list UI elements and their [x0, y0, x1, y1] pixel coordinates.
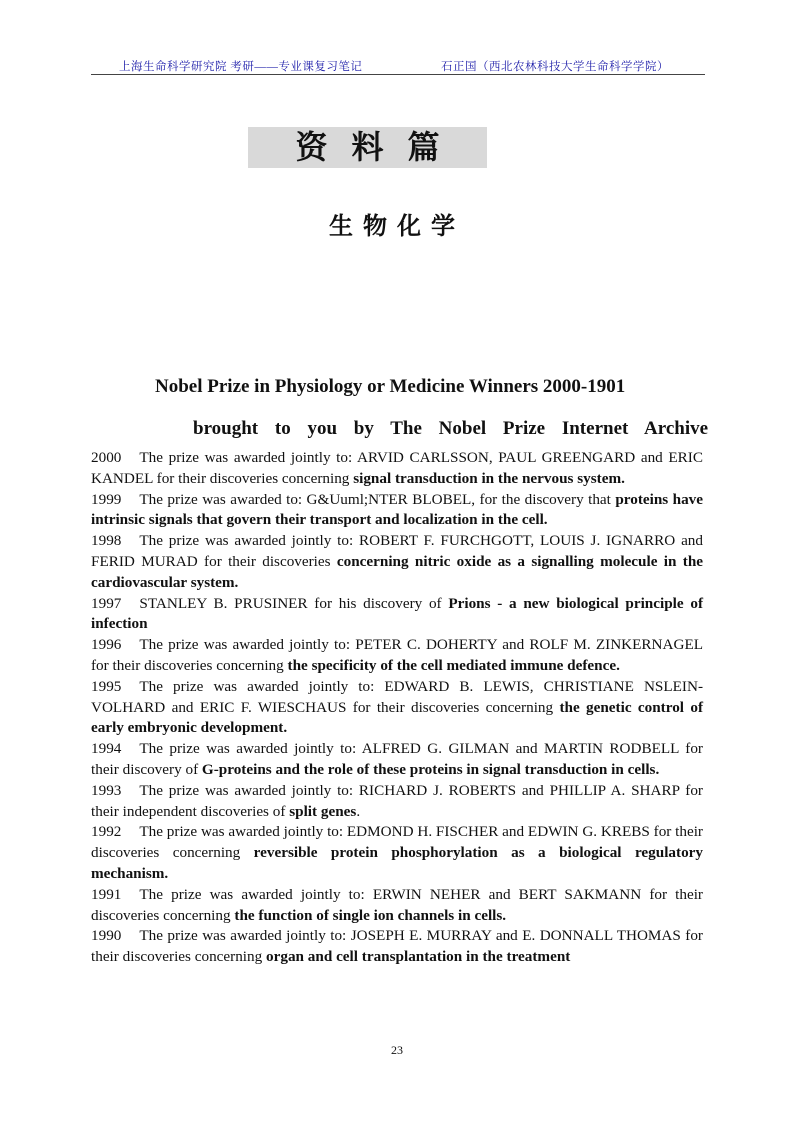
- entry-discovery: organ and cell transplantation in the treatment: [266, 948, 571, 966]
- page-number: 23: [391, 1043, 403, 1057]
- entry-discovery: signal transduction in the nervous system.: [353, 469, 625, 487]
- entry-1993: [91, 781, 703, 823]
- entry-1997: [91, 594, 703, 636]
- page-header: [91, 56, 705, 75]
- entry-year: 1993: [91, 781, 122, 799]
- entry-suffix: .: [356, 802, 361, 820]
- entry-discovery: concerning nitric oxide as a signalling molecule in the cardiovascular system.: [91, 552, 704, 591]
- entry-1994: [91, 739, 703, 781]
- entry-text: The prize was awarded jointly to: EDMOND H. FISCHER and EDWIN G. KREBS for their discoveries concerning: [91, 823, 703, 862]
- entry-1998: [91, 531, 703, 593]
- header-right: 石正国（西北农林科技大学生命科学学院）: [441, 61, 669, 73]
- entry-year: 1998: [91, 532, 122, 550]
- entry-discovery: split genes: [289, 802, 357, 820]
- entry-discovery: reversible protein phosphorylation as a biological regulatory mechanism.: [91, 844, 703, 882]
- entry-text: The prize was awarded jointly to: ALFRED G. GILMAN and MARTIN RODBELL for their discovery of: [91, 740, 703, 778]
- entry-1999: [91, 490, 703, 532]
- entry-discovery: the genetic control of early embryonic development.: [91, 698, 704, 737]
- entry-discovery: proteins have intrinsic signals that govern their transport and localization in the cell.: [91, 490, 703, 529]
- entry-text: The prize was awarded jointly to: ARVID CARLSSON, PAUL GREENGARD and ERIC KANDEL for their discoveries concerning: [91, 449, 703, 487]
- entry-year: 1991: [91, 885, 122, 903]
- entry-text: The prize was awarded to: G&Uuml;NTER BLOBEL, for the discovery that: [139, 490, 611, 508]
- document-subtitle: brought to you by The Nobel Prize Internet Archive: [193, 418, 709, 439]
- entry-1995: [91, 677, 703, 739]
- entry-text: The prize was awarded jointly to: JOSEPH E. MURRAY and E. DONNALL THOMAS for their discoveries concerning: [91, 927, 703, 966]
- entry-1992: [91, 822, 703, 884]
- entry-year: 2000: [91, 449, 122, 466]
- entry-year: 1990: [91, 927, 122, 945]
- entry-2000: [91, 448, 703, 490]
- entry-discovery: G-proteins and the role of these proteins in signal transduction in cells.: [201, 760, 660, 778]
- entry-discovery: the specificity of the cell mediated immune defence.: [287, 656, 620, 674]
- header-left: 上海生命科学研究院 考研——专业课复习笔记: [119, 61, 363, 73]
- entry-text: The prize was awarded jointly to: ERWIN NEHER and BERT SAKMANN for their discoveries concerning: [91, 885, 703, 924]
- entry-year: 1995: [91, 677, 122, 695]
- entry-year: 1996: [91, 636, 122, 654]
- entry-year: 1997: [91, 594, 122, 612]
- entry-discovery: Prions - a new biological principle of infection: [91, 594, 704, 633]
- entry-discovery: the function of single ion channels in cells.: [234, 906, 507, 924]
- subject-heading: 生物化学: [329, 211, 465, 240]
- entry-text: The prize was awarded jointly to: ROBERT F. FURCHGOTT, LOUIS J. IGNARRO and FERID MURAD for their discoveries: [91, 532, 703, 570]
- entry-1991: [91, 885, 703, 927]
- entries-list: [91, 448, 703, 968]
- entry-text: The prize was awarded jointly to: RICHARD J. ROBERTS and PHILLIP A. SHARP for their independent discoveries of: [91, 781, 703, 820]
- entry-year: 1992: [91, 823, 122, 841]
- entry-text: The prize was awarded jointly to: PETER C. DOHERTY and ROLF M. ZINKERNAGEL for their discoveries concerning: [91, 636, 703, 674]
- entry-year: 1999: [91, 490, 122, 508]
- entry-1990: [91, 926, 703, 968]
- entry-text: The prize was awarded jointly to: EDWARD B. LEWIS, CHRISTIANE NSLEIN-VOLHARD and ERIC F. WIESCHAUS for their discoveries concerning: [91, 677, 703, 716]
- entry-1996: [91, 635, 703, 677]
- entry-text: STANLEY B. PRUSINER for his discovery of: [139, 594, 442, 612]
- section-title: 资料篇: [295, 128, 464, 166]
- document-title: Nobel Prize in Physiology or Medicine Winners 2000-1901: [155, 376, 626, 397]
- entry-year: 1994: [91, 740, 122, 758]
